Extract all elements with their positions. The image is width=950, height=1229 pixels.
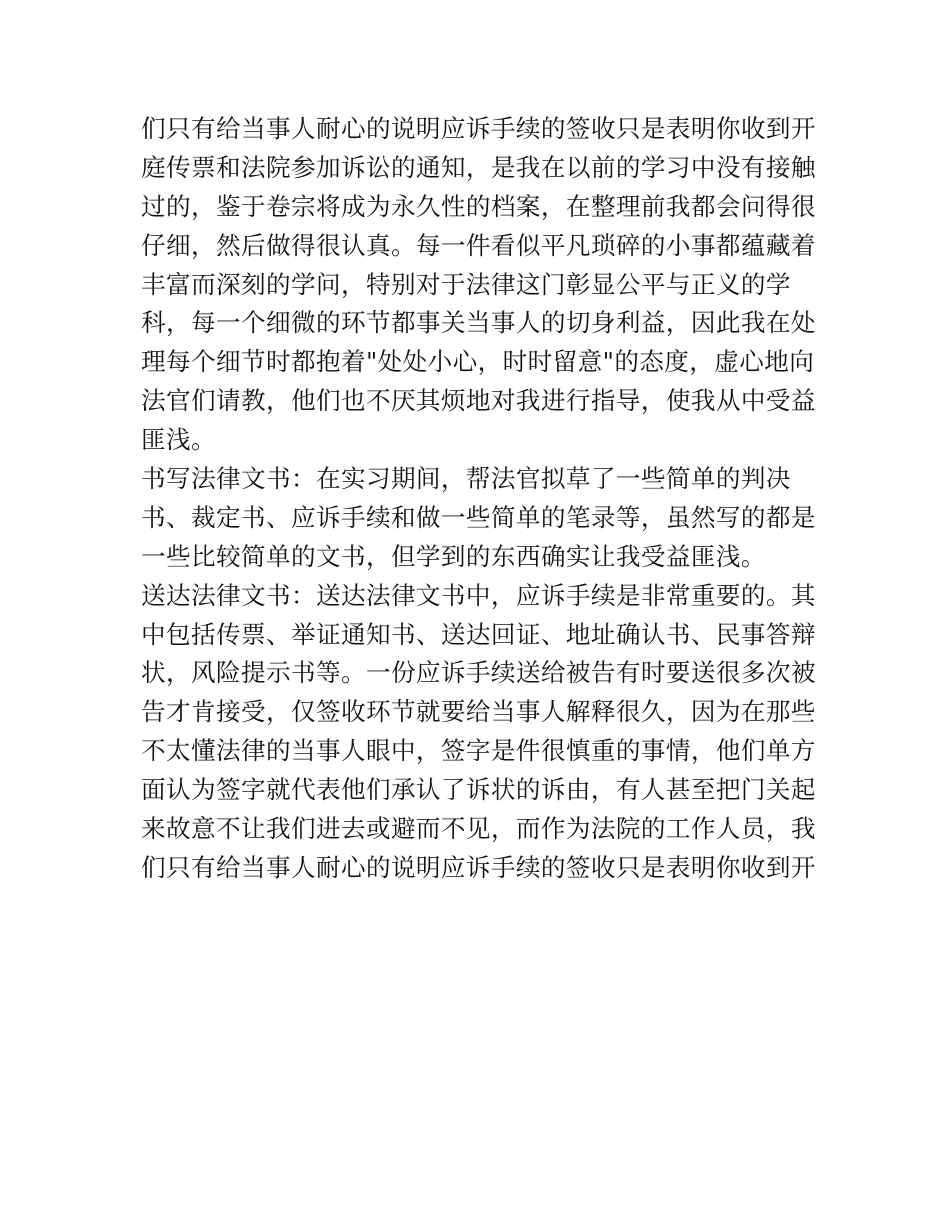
text-line: 们只有给当事人耐心的说明应诉手续的签收只是表明你收到开: [141, 114, 816, 143]
text-line: 中包括传票、举证通知书、送达回证、地址确认书、民事答辩: [141, 619, 816, 649]
text-line: 科，每一个细微的环节都事关当事人的切身利益，因此我在处: [141, 308, 816, 338]
text-line: 来故意不让我们进去或避而不见，而作为法院的工作人员，我: [141, 814, 816, 844]
text-line: 们只有给当事人耐心的说明应诉手续的签收只是表明你收到开: [141, 852, 816, 882]
text-line: 一些比较简单的文书，但学到的东西确实让我受益匪浅。: [141, 541, 766, 571]
text-line: 面认为签字就代表他们承认了诉状的诉由，有人甚至把门关起: [141, 775, 816, 805]
text-line: 理每个细节时都抱着"处处小心，时时留意"的态度，虚心地向: [141, 347, 815, 377]
text-line: 庭传票和法院参加诉讼的通知，是我在以前的学习中没有接触: [141, 152, 816, 182]
text-line: 状，风险提示书等。一份应诉手续送给被告有时要送很多次被: [141, 658, 816, 688]
text-line: 告才肯接受，仅签收环节就要给当事人解释很久，因为在那些: [141, 697, 816, 727]
text-line: 不太懂法律的当事人眼中，签字是件很慎重的事情，他们单方: [141, 736, 816, 766]
text-line: 过的，鉴于卷宗将成为永久性的档案，在整理前我都会问得很: [141, 191, 816, 221]
text-line: 匪浅。: [141, 425, 216, 455]
text-line: 丰富而深刻的学问，特别对于法律这门彰显公平与正义的学: [141, 269, 791, 299]
document-body: [141, 110, 816, 888]
text-line: 书写法律文书：在实习期间，帮法官拟草了一些简单的判决: [141, 464, 791, 494]
text-line: 仔细，然后做得很认真。每一件看似平凡琐碎的小事都蕴藏着: [141, 230, 816, 260]
text-line: 书、裁定书、应诉手续和做一些简单的笔录等，虽然写的都是: [141, 502, 816, 532]
text-line: 法官们请教，他们也不厌其烦地对我进行指导，使我从中受益: [141, 386, 816, 416]
text-line: 送达法律文书：送达法律文书中，应诉手续是非常重要的。其: [141, 580, 816, 610]
